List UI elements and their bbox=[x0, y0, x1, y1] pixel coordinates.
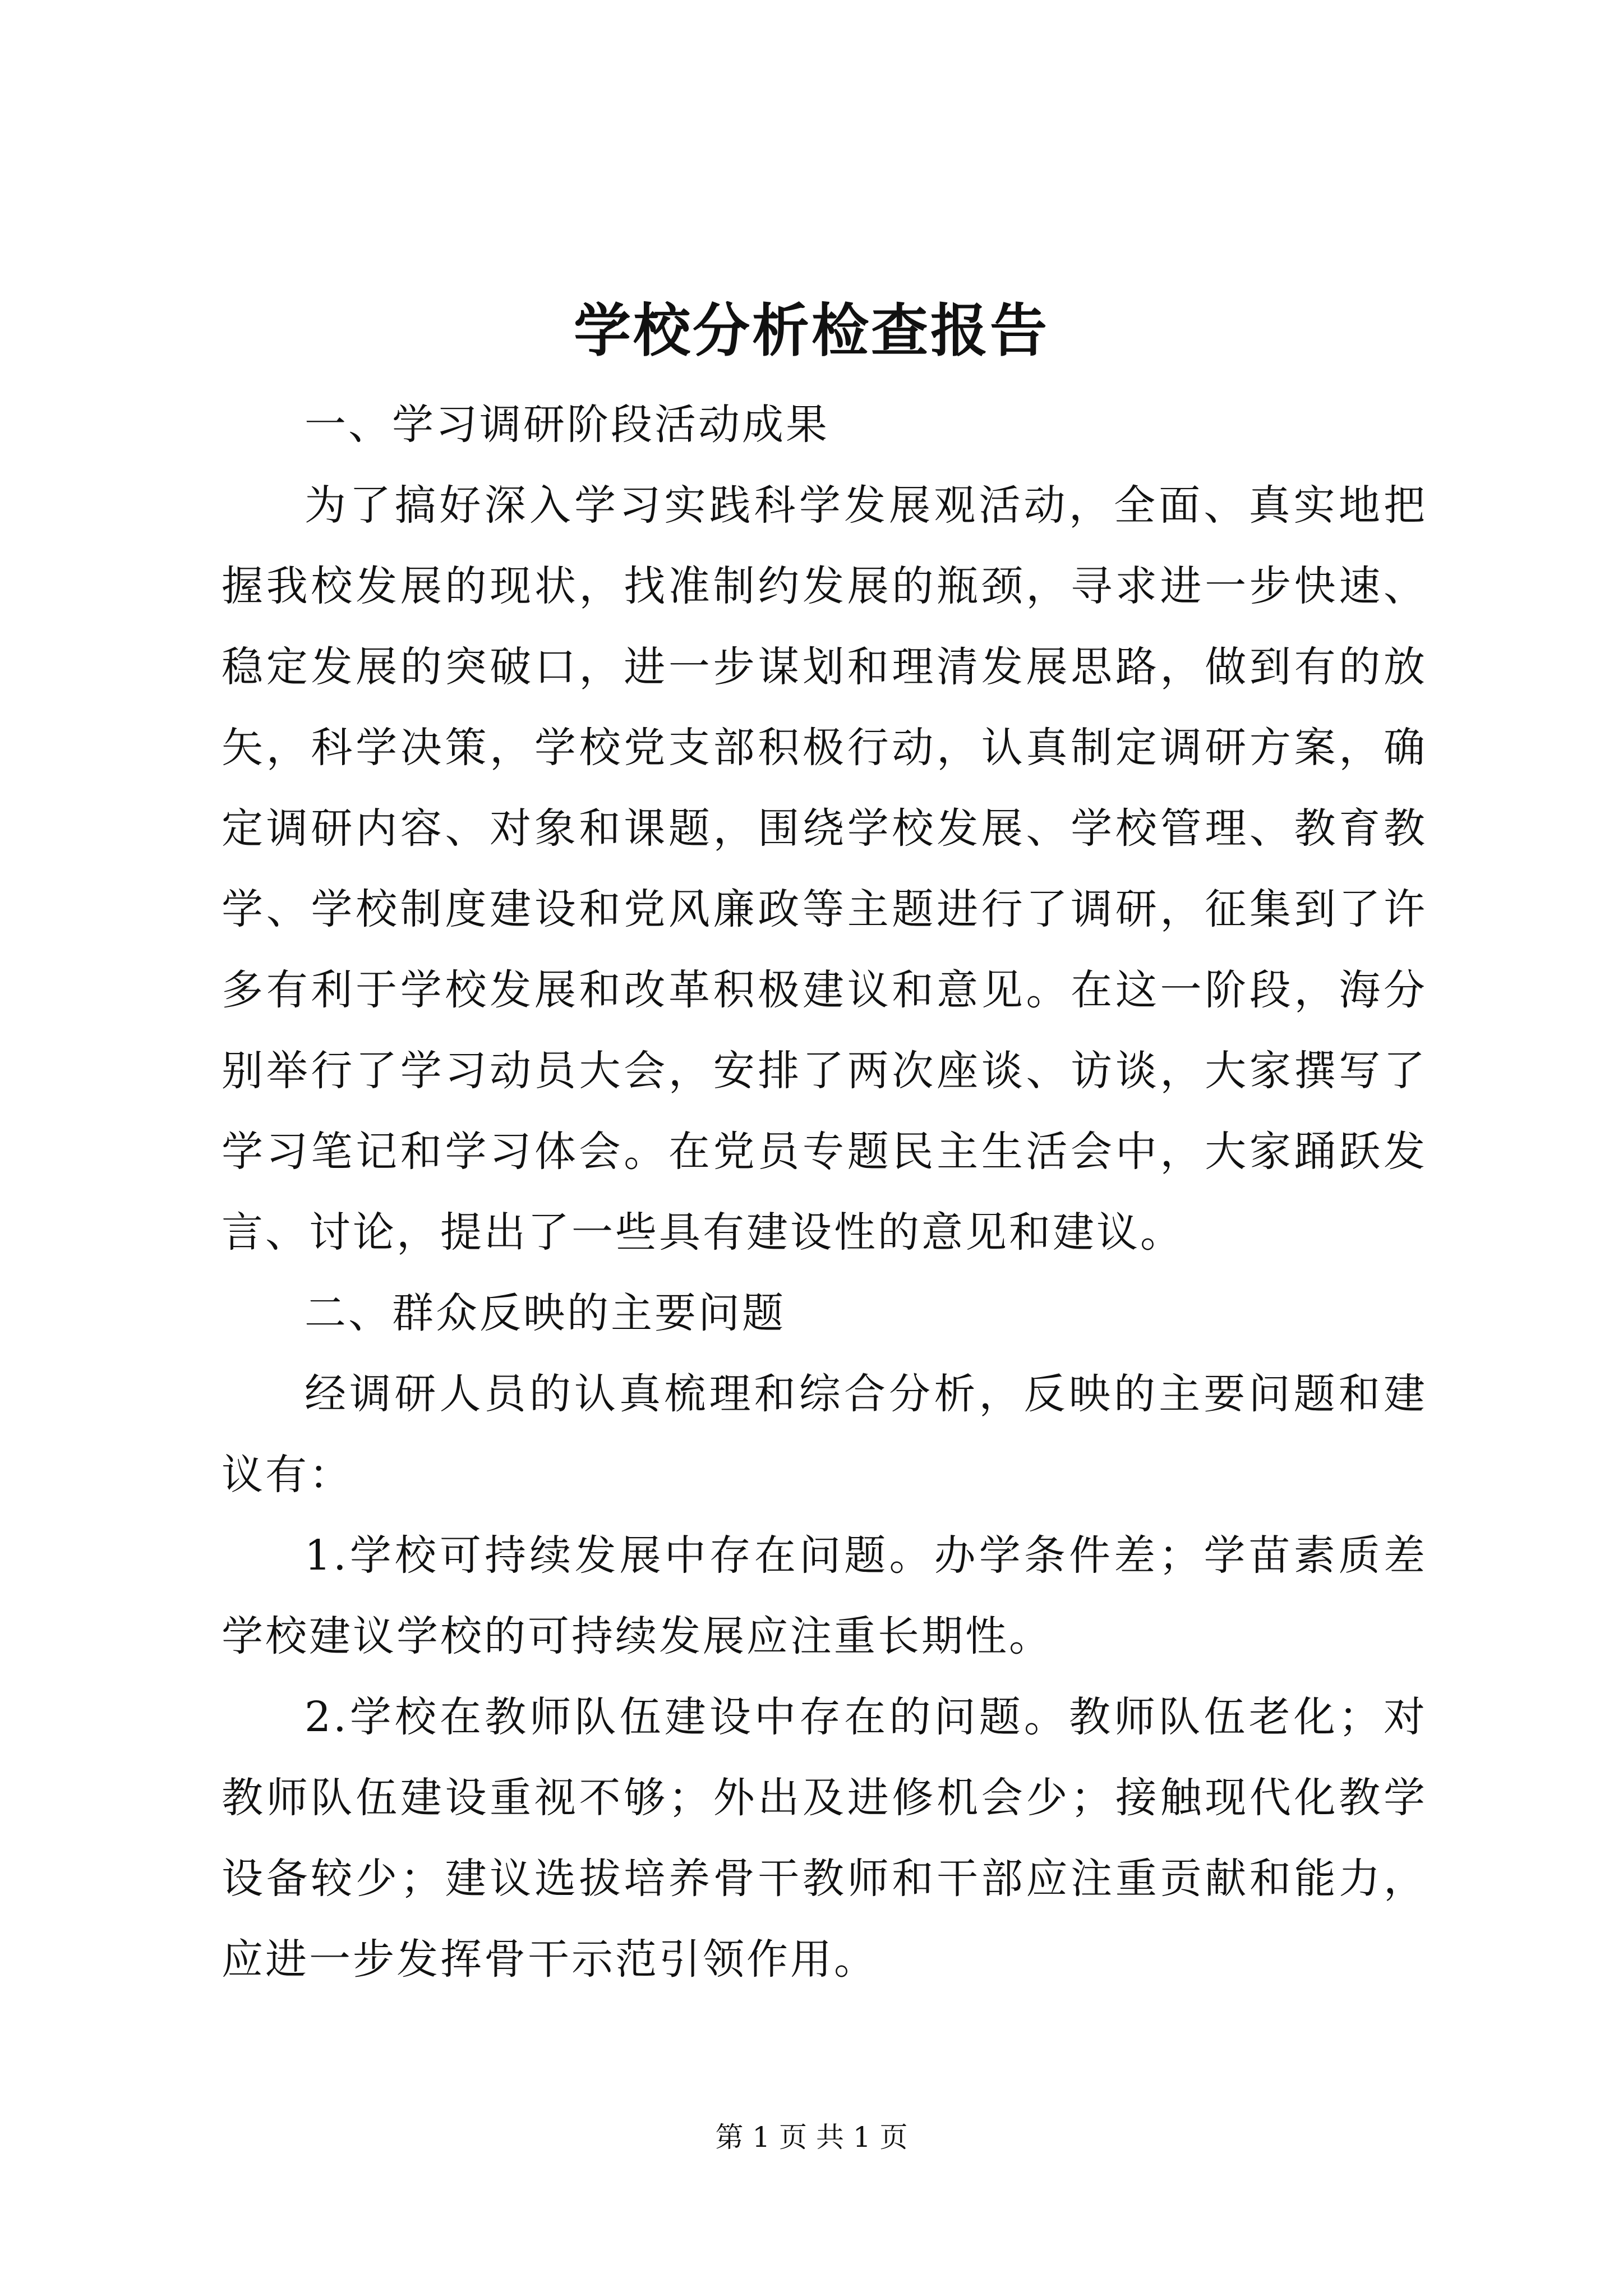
page-footer: 第 1 页 共 1 页 bbox=[715, 2121, 908, 2154]
list-item-1: 1.学校可持续发展中存在问题。办学条件差；学苗素质差学校建议学校的可持续发展应注重长期性。 bbox=[222, 1531, 1427, 1660]
document-body bbox=[222, 384, 1427, 2000]
section-heading-2: 二、群众反映的主要问题 bbox=[305, 1289, 786, 1337]
body-paragraph-2: 经调研人员的认真梳理和综合分析，反映的主要问题和建议有： bbox=[222, 1370, 1427, 1499]
body-paragraph-1: 为了搞好深入学习实践科学发展观活动，全面、真实地把握我校发展的现状，找准制约发展的瓶颈，寻求进一步快速、稳定发展的突破口，进一步谋划和理清发展思路，做到有的放矢，科学决策，学校党支部积极行动，认真制定调研方案，确定调研内容、对象和课题，围绕学校发展、学校管理、教育教学、学校制度建设和党风廉政等主题进行了调研，征集到了许多有利于学校发展和改革积极建议和意见。在这一阶段，海分别举行了学习动员大会，安排了两次座谈、访谈，大家撰写了学习笔记和学习体会。在党员专题民主生活会中，大家踊跃发言、讨论，提出了一些具有建设性的意见和建议。 bbox=[222, 481, 1427, 1257]
list-item-2: 2.学校在教师队伍建设中存在的问题。教师队伍老化；对教师队伍建设重视不够；外出及进修机会少；接触现代化教学设备较少；建议选拔培养骨干教师和干部应注重贡献和能力，应进一步发挥骨干示范引领作用。 bbox=[222, 1693, 1427, 1984]
document-title: 学校分析检查报告 bbox=[574, 297, 1049, 365]
section-heading-1: 一、学习调研阶段活动成果 bbox=[305, 401, 829, 449]
